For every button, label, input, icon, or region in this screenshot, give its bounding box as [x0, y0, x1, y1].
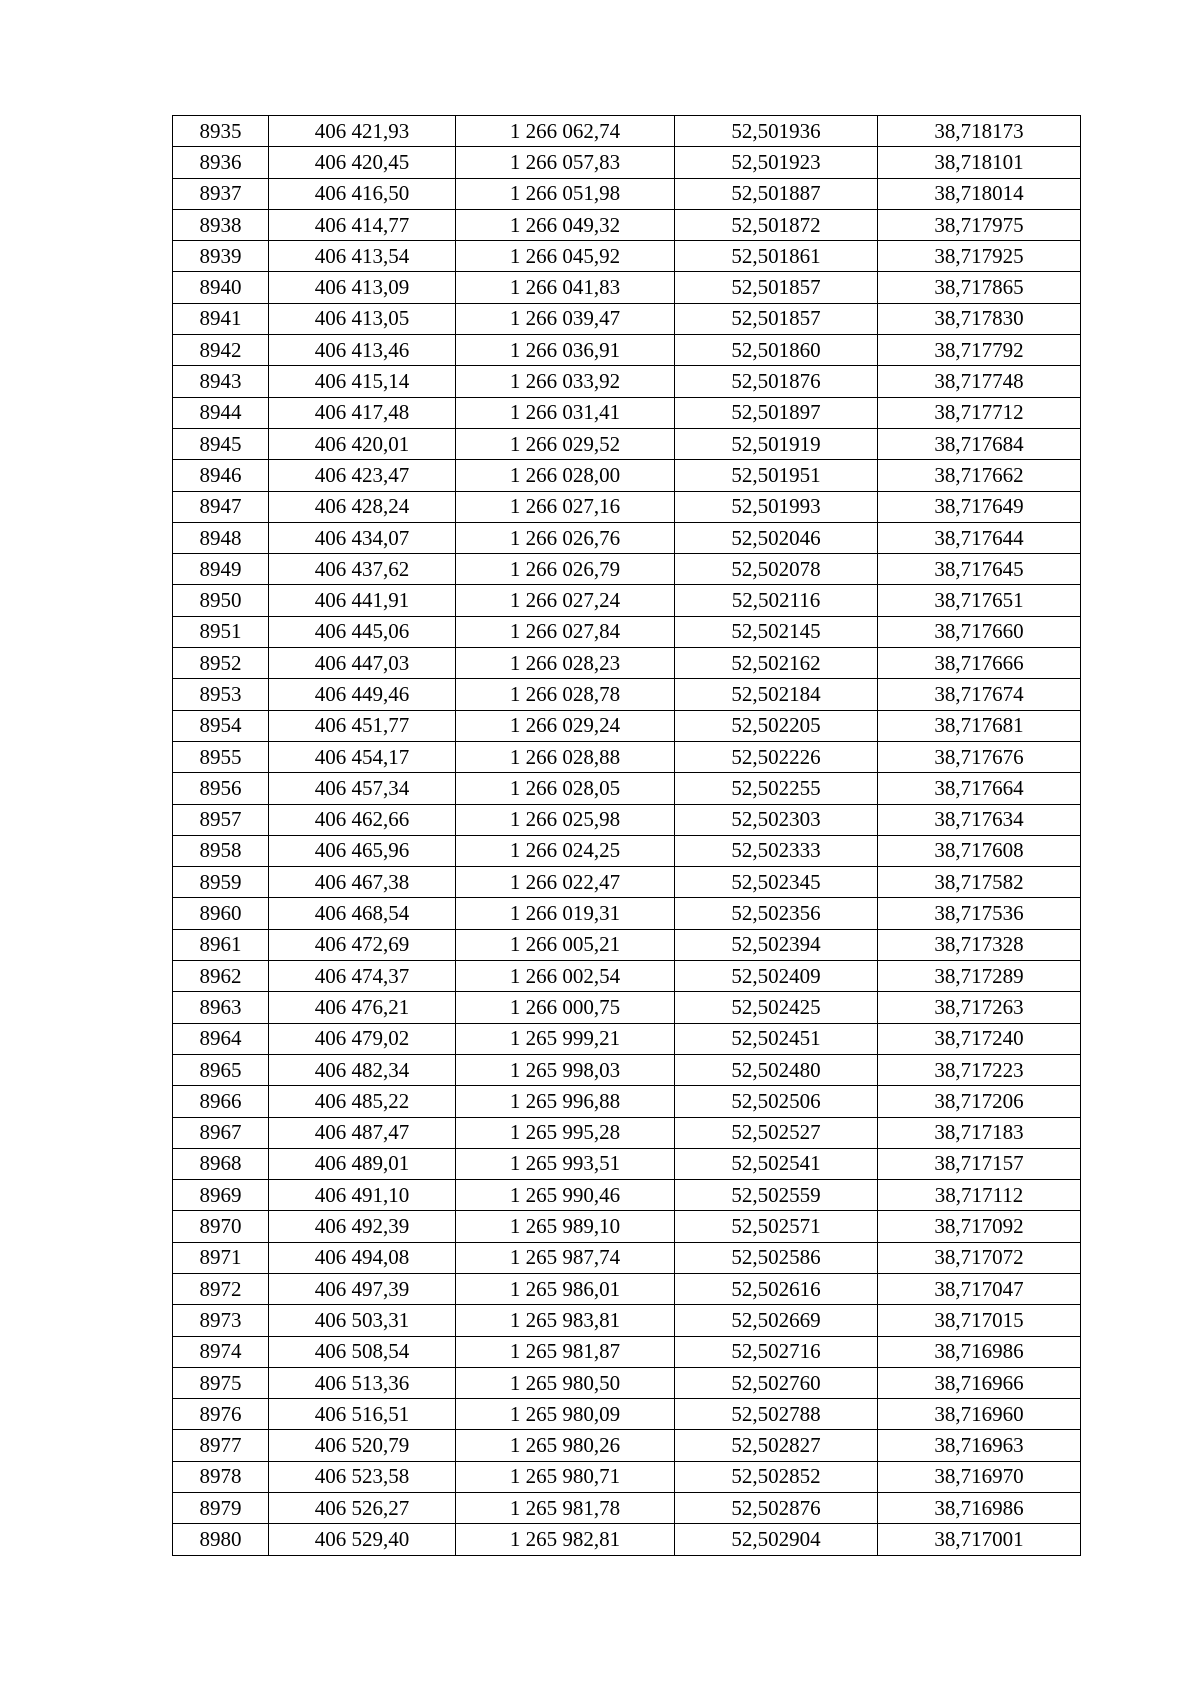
table-row [173, 710, 1081, 741]
x-coordinate-cell: 406 487,47 [269, 1117, 456, 1148]
y-coordinate-cell: 1 266 051,98 [456, 178, 675, 209]
x-coordinate-cell: 406 516,51 [269, 1399, 456, 1430]
longitude-cell: 38,717830 [878, 303, 1081, 334]
point-number-cell: 8973 [173, 1305, 269, 1336]
y-coordinate-cell: 1 266 026,79 [456, 554, 675, 585]
longitude-cell: 38,717644 [878, 522, 1081, 553]
table-row [173, 1023, 1081, 1054]
table-row [173, 116, 1081, 147]
x-coordinate-cell: 406 494,08 [269, 1242, 456, 1273]
y-coordinate-cell: 1 266 045,92 [456, 241, 675, 272]
longitude-cell: 38,717536 [878, 898, 1081, 929]
latitude-cell: 52,501872 [675, 209, 878, 240]
point-number-cell: 8947 [173, 491, 269, 522]
longitude-cell: 38,717649 [878, 491, 1081, 522]
latitude-cell: 52,501897 [675, 397, 878, 428]
x-coordinate-cell: 406 489,01 [269, 1148, 456, 1179]
y-coordinate-cell: 1 266 005,21 [456, 929, 675, 960]
y-coordinate-cell: 1 266 028,23 [456, 648, 675, 679]
longitude-cell: 38,716966 [878, 1367, 1081, 1398]
longitude-cell: 38,717015 [878, 1305, 1081, 1336]
longitude-cell: 38,717712 [878, 397, 1081, 428]
point-number-cell: 8961 [173, 929, 269, 960]
latitude-cell: 52,502480 [675, 1054, 878, 1085]
longitude-cell: 38,717651 [878, 585, 1081, 616]
x-coordinate-cell: 406 467,38 [269, 867, 456, 898]
table-row [173, 554, 1081, 585]
point-number-cell: 8958 [173, 835, 269, 866]
y-coordinate-cell: 1 265 980,71 [456, 1461, 675, 1492]
longitude-cell: 38,717676 [878, 741, 1081, 772]
latitude-cell: 52,502226 [675, 741, 878, 772]
latitude-cell: 52,501857 [675, 303, 878, 334]
longitude-cell: 38,717748 [878, 366, 1081, 397]
y-coordinate-cell: 1 265 995,28 [456, 1117, 675, 1148]
table-row [173, 1273, 1081, 1304]
longitude-cell: 38,717072 [878, 1242, 1081, 1273]
longitude-cell: 38,717328 [878, 929, 1081, 960]
x-coordinate-cell: 406 454,17 [269, 741, 456, 772]
latitude-cell: 52,501860 [675, 335, 878, 366]
table-row [173, 867, 1081, 898]
table-row [173, 1367, 1081, 1398]
point-number-cell: 8938 [173, 209, 269, 240]
y-coordinate-cell: 1 266 026,76 [456, 522, 675, 553]
x-coordinate-cell: 406 423,47 [269, 460, 456, 491]
point-number-cell: 8955 [173, 741, 269, 772]
x-coordinate-cell: 406 491,10 [269, 1180, 456, 1211]
latitude-cell: 52,502876 [675, 1493, 878, 1524]
longitude-cell: 38,717582 [878, 867, 1081, 898]
longitude-cell: 38,717223 [878, 1054, 1081, 1085]
latitude-cell: 52,502345 [675, 867, 878, 898]
x-coordinate-cell: 406 468,54 [269, 898, 456, 929]
y-coordinate-cell: 1 266 002,54 [456, 961, 675, 992]
x-coordinate-cell: 406 414,77 [269, 209, 456, 240]
latitude-cell: 52,501993 [675, 491, 878, 522]
latitude-cell: 52,502852 [675, 1461, 878, 1492]
y-coordinate-cell: 1 265 982,81 [456, 1524, 675, 1555]
y-coordinate-cell: 1 266 039,47 [456, 303, 675, 334]
latitude-cell: 52,502716 [675, 1336, 878, 1367]
y-coordinate-cell: 1 265 980,50 [456, 1367, 675, 1398]
point-number-cell: 8942 [173, 335, 269, 366]
latitude-cell: 52,502788 [675, 1399, 878, 1430]
x-coordinate-cell: 406 457,34 [269, 773, 456, 804]
latitude-cell: 52,502145 [675, 616, 878, 647]
y-coordinate-cell: 1 266 029,52 [456, 428, 675, 459]
longitude-cell: 38,716963 [878, 1430, 1081, 1461]
latitude-cell: 52,502162 [675, 648, 878, 679]
point-number-cell: 8980 [173, 1524, 269, 1555]
latitude-cell: 52,502333 [675, 835, 878, 866]
point-number-cell: 8944 [173, 397, 269, 428]
point-number-cell: 8953 [173, 679, 269, 710]
latitude-cell: 52,502425 [675, 992, 878, 1023]
x-coordinate-cell: 406 485,22 [269, 1086, 456, 1117]
y-coordinate-cell: 1 265 980,09 [456, 1399, 675, 1430]
x-coordinate-cell: 406 420,45 [269, 147, 456, 178]
coordinate-table [172, 115, 1081, 1556]
point-number-cell: 8959 [173, 867, 269, 898]
point-number-cell: 8939 [173, 241, 269, 272]
y-coordinate-cell: 1 266 029,24 [456, 710, 675, 741]
longitude-cell: 38,717183 [878, 1117, 1081, 1148]
y-coordinate-cell: 1 266 022,47 [456, 867, 675, 898]
latitude-cell: 52,502541 [675, 1148, 878, 1179]
point-number-cell: 8943 [173, 366, 269, 397]
table-row [173, 898, 1081, 929]
table-row [173, 1086, 1081, 1117]
point-number-cell: 8956 [173, 773, 269, 804]
longitude-cell: 38,717263 [878, 992, 1081, 1023]
longitude-cell: 38,717634 [878, 804, 1081, 835]
y-coordinate-cell: 1 266 049,32 [456, 209, 675, 240]
table-row [173, 241, 1081, 272]
table-row [173, 1493, 1081, 1524]
point-number-cell: 8963 [173, 992, 269, 1023]
point-number-cell: 8951 [173, 616, 269, 647]
latitude-cell: 52,502559 [675, 1180, 878, 1211]
table-row [173, 428, 1081, 459]
latitude-cell: 52,502506 [675, 1086, 878, 1117]
point-number-cell: 8941 [173, 303, 269, 334]
longitude-cell: 38,718014 [878, 178, 1081, 209]
table-row [173, 1242, 1081, 1273]
point-number-cell: 8979 [173, 1493, 269, 1524]
x-coordinate-cell: 406 520,79 [269, 1430, 456, 1461]
table-row [173, 397, 1081, 428]
longitude-cell: 38,717674 [878, 679, 1081, 710]
longitude-cell: 38,718101 [878, 147, 1081, 178]
point-number-cell: 8945 [173, 428, 269, 459]
table-row [173, 178, 1081, 209]
table-row [173, 992, 1081, 1023]
table-row [173, 1399, 1081, 1430]
x-coordinate-cell: 406 421,93 [269, 116, 456, 147]
x-coordinate-cell: 406 497,39 [269, 1273, 456, 1304]
x-coordinate-cell: 406 413,54 [269, 241, 456, 272]
x-coordinate-cell: 406 441,91 [269, 585, 456, 616]
table-row [173, 1054, 1081, 1085]
latitude-cell: 52,501919 [675, 428, 878, 459]
longitude-cell: 38,717666 [878, 648, 1081, 679]
coordinate-table-body [173, 116, 1081, 1556]
y-coordinate-cell: 1 265 999,21 [456, 1023, 675, 1054]
longitude-cell: 38,717289 [878, 961, 1081, 992]
latitude-cell: 52,502205 [675, 710, 878, 741]
point-number-cell: 8971 [173, 1242, 269, 1273]
latitude-cell: 52,501887 [675, 178, 878, 209]
y-coordinate-cell: 1 265 996,88 [456, 1086, 675, 1117]
latitude-cell: 52,502255 [675, 773, 878, 804]
longitude-cell: 38,717157 [878, 1148, 1081, 1179]
y-coordinate-cell: 1 266 000,75 [456, 992, 675, 1023]
point-number-cell: 8962 [173, 961, 269, 992]
y-coordinate-cell: 1 266 027,24 [456, 585, 675, 616]
table-row [173, 929, 1081, 960]
point-number-cell: 8949 [173, 554, 269, 585]
longitude-cell: 38,717112 [878, 1180, 1081, 1211]
x-coordinate-cell: 406 503,31 [269, 1305, 456, 1336]
latitude-cell: 52,501936 [675, 116, 878, 147]
y-coordinate-cell: 1 266 036,91 [456, 335, 675, 366]
point-number-cell: 8975 [173, 1367, 269, 1398]
point-number-cell: 8940 [173, 272, 269, 303]
longitude-cell: 38,717664 [878, 773, 1081, 804]
x-coordinate-cell: 406 434,07 [269, 522, 456, 553]
longitude-cell: 38,717645 [878, 554, 1081, 585]
table-row [173, 1211, 1081, 1242]
table-row [173, 147, 1081, 178]
point-number-cell: 8935 [173, 116, 269, 147]
x-coordinate-cell: 406 416,50 [269, 178, 456, 209]
point-number-cell: 8969 [173, 1180, 269, 1211]
x-coordinate-cell: 406 529,40 [269, 1524, 456, 1555]
longitude-cell: 38,717001 [878, 1524, 1081, 1555]
x-coordinate-cell: 406 413,46 [269, 335, 456, 366]
longitude-cell: 38,717047 [878, 1273, 1081, 1304]
y-coordinate-cell: 1 266 041,83 [456, 272, 675, 303]
y-coordinate-cell: 1 266 024,25 [456, 835, 675, 866]
table-row [173, 460, 1081, 491]
table-row [173, 335, 1081, 366]
table-row [173, 1305, 1081, 1336]
x-coordinate-cell: 406 413,05 [269, 303, 456, 334]
latitude-cell: 52,501951 [675, 460, 878, 491]
point-number-cell: 8978 [173, 1461, 269, 1492]
y-coordinate-cell: 1 266 019,31 [456, 898, 675, 929]
table-row [173, 366, 1081, 397]
point-number-cell: 8968 [173, 1148, 269, 1179]
table-row [173, 1336, 1081, 1367]
longitude-cell: 38,717206 [878, 1086, 1081, 1117]
longitude-cell: 38,717792 [878, 335, 1081, 366]
table-row [173, 648, 1081, 679]
y-coordinate-cell: 1 266 027,84 [456, 616, 675, 647]
x-coordinate-cell: 406 415,14 [269, 366, 456, 397]
point-number-cell: 8936 [173, 147, 269, 178]
y-coordinate-cell: 1 265 998,03 [456, 1054, 675, 1085]
latitude-cell: 52,502303 [675, 804, 878, 835]
point-number-cell: 8937 [173, 178, 269, 209]
latitude-cell: 52,502527 [675, 1117, 878, 1148]
latitude-cell: 52,501861 [675, 241, 878, 272]
point-number-cell: 8976 [173, 1399, 269, 1430]
point-number-cell: 8967 [173, 1117, 269, 1148]
latitude-cell: 52,502356 [675, 898, 878, 929]
y-coordinate-cell: 1 266 028,88 [456, 741, 675, 772]
latitude-cell: 52,502409 [675, 961, 878, 992]
x-coordinate-cell: 406 437,62 [269, 554, 456, 585]
x-coordinate-cell: 406 413,09 [269, 272, 456, 303]
x-coordinate-cell: 406 465,96 [269, 835, 456, 866]
longitude-cell: 38,717240 [878, 1023, 1081, 1054]
latitude-cell: 52,502078 [675, 554, 878, 585]
x-coordinate-cell: 406 451,77 [269, 710, 456, 741]
longitude-cell: 38,716986 [878, 1493, 1081, 1524]
longitude-cell: 38,717681 [878, 710, 1081, 741]
longitude-cell: 38,717684 [878, 428, 1081, 459]
longitude-cell: 38,716960 [878, 1399, 1081, 1430]
table-row [173, 804, 1081, 835]
point-number-cell: 8952 [173, 648, 269, 679]
y-coordinate-cell: 1 266 028,78 [456, 679, 675, 710]
latitude-cell: 52,502616 [675, 1273, 878, 1304]
y-coordinate-cell: 1 266 062,74 [456, 116, 675, 147]
table-row [173, 679, 1081, 710]
latitude-cell: 52,501876 [675, 366, 878, 397]
point-number-cell: 8964 [173, 1023, 269, 1054]
y-coordinate-cell: 1 266 031,41 [456, 397, 675, 428]
table-row [173, 303, 1081, 334]
longitude-cell: 38,718173 [878, 116, 1081, 147]
x-coordinate-cell: 406 476,21 [269, 992, 456, 1023]
longitude-cell: 38,716986 [878, 1336, 1081, 1367]
point-number-cell: 8972 [173, 1273, 269, 1304]
latitude-cell: 52,502046 [675, 522, 878, 553]
x-coordinate-cell: 406 417,48 [269, 397, 456, 428]
y-coordinate-cell: 1 265 993,51 [456, 1148, 675, 1179]
point-number-cell: 8977 [173, 1430, 269, 1461]
table-row [173, 835, 1081, 866]
latitude-cell: 52,502571 [675, 1211, 878, 1242]
x-coordinate-cell: 406 445,06 [269, 616, 456, 647]
point-number-cell: 8946 [173, 460, 269, 491]
x-coordinate-cell: 406 474,37 [269, 961, 456, 992]
longitude-cell: 38,717092 [878, 1211, 1081, 1242]
y-coordinate-cell: 1 266 025,98 [456, 804, 675, 835]
x-coordinate-cell: 406 523,58 [269, 1461, 456, 1492]
point-number-cell: 8960 [173, 898, 269, 929]
x-coordinate-cell: 406 526,27 [269, 1493, 456, 1524]
table-row [173, 1430, 1081, 1461]
latitude-cell: 52,502451 [675, 1023, 878, 1054]
point-number-cell: 8948 [173, 522, 269, 553]
x-coordinate-cell: 406 462,66 [269, 804, 456, 835]
latitude-cell: 52,501923 [675, 147, 878, 178]
table-row [173, 522, 1081, 553]
x-coordinate-cell: 406 472,69 [269, 929, 456, 960]
table-row [173, 1461, 1081, 1492]
latitude-cell: 52,501857 [675, 272, 878, 303]
x-coordinate-cell: 406 513,36 [269, 1367, 456, 1398]
latitude-cell: 52,502394 [675, 929, 878, 960]
x-coordinate-cell: 406 482,34 [269, 1054, 456, 1085]
longitude-cell: 38,716970 [878, 1461, 1081, 1492]
longitude-cell: 38,717975 [878, 209, 1081, 240]
table-row [173, 616, 1081, 647]
latitude-cell: 52,502586 [675, 1242, 878, 1273]
y-coordinate-cell: 1 266 033,92 [456, 366, 675, 397]
point-number-cell: 8954 [173, 710, 269, 741]
table-row [173, 741, 1081, 772]
point-number-cell: 8974 [173, 1336, 269, 1367]
longitude-cell: 38,717608 [878, 835, 1081, 866]
table-row [173, 1117, 1081, 1148]
table-row [173, 1148, 1081, 1179]
longitude-cell: 38,717925 [878, 241, 1081, 272]
latitude-cell: 52,502184 [675, 679, 878, 710]
y-coordinate-cell: 1 265 981,87 [456, 1336, 675, 1367]
y-coordinate-cell: 1 265 989,10 [456, 1211, 675, 1242]
latitude-cell: 52,502760 [675, 1367, 878, 1398]
latitude-cell: 52,502669 [675, 1305, 878, 1336]
latitude-cell: 52,502116 [675, 585, 878, 616]
y-coordinate-cell: 1 265 987,74 [456, 1242, 675, 1273]
point-number-cell: 8957 [173, 804, 269, 835]
x-coordinate-cell: 406 479,02 [269, 1023, 456, 1054]
y-coordinate-cell: 1 265 980,26 [456, 1430, 675, 1461]
table-row [173, 272, 1081, 303]
latitude-cell: 52,502904 [675, 1524, 878, 1555]
y-coordinate-cell: 1 266 057,83 [456, 147, 675, 178]
longitude-cell: 38,717662 [878, 460, 1081, 491]
table-row [173, 1180, 1081, 1211]
y-coordinate-cell: 1 265 983,81 [456, 1305, 675, 1336]
point-number-cell: 8970 [173, 1211, 269, 1242]
x-coordinate-cell: 406 428,24 [269, 491, 456, 522]
x-coordinate-cell: 406 449,46 [269, 679, 456, 710]
point-number-cell: 8965 [173, 1054, 269, 1085]
y-coordinate-cell: 1 266 027,16 [456, 491, 675, 522]
table-row [173, 209, 1081, 240]
table-row [173, 1524, 1081, 1555]
y-coordinate-cell: 1 265 990,46 [456, 1180, 675, 1211]
y-coordinate-cell: 1 265 981,78 [456, 1493, 675, 1524]
x-coordinate-cell: 406 508,54 [269, 1336, 456, 1367]
x-coordinate-cell: 406 420,01 [269, 428, 456, 459]
longitude-cell: 38,717865 [878, 272, 1081, 303]
y-coordinate-cell: 1 265 986,01 [456, 1273, 675, 1304]
latitude-cell: 52,502827 [675, 1430, 878, 1461]
table-row [173, 585, 1081, 616]
table-row [173, 773, 1081, 804]
x-coordinate-cell: 406 492,39 [269, 1211, 456, 1242]
x-coordinate-cell: 406 447,03 [269, 648, 456, 679]
point-number-cell: 8966 [173, 1086, 269, 1117]
table-row [173, 491, 1081, 522]
y-coordinate-cell: 1 266 028,05 [456, 773, 675, 804]
table-row [173, 961, 1081, 992]
longitude-cell: 38,717660 [878, 616, 1081, 647]
y-coordinate-cell: 1 266 028,00 [456, 460, 675, 491]
point-number-cell: 8950 [173, 585, 269, 616]
